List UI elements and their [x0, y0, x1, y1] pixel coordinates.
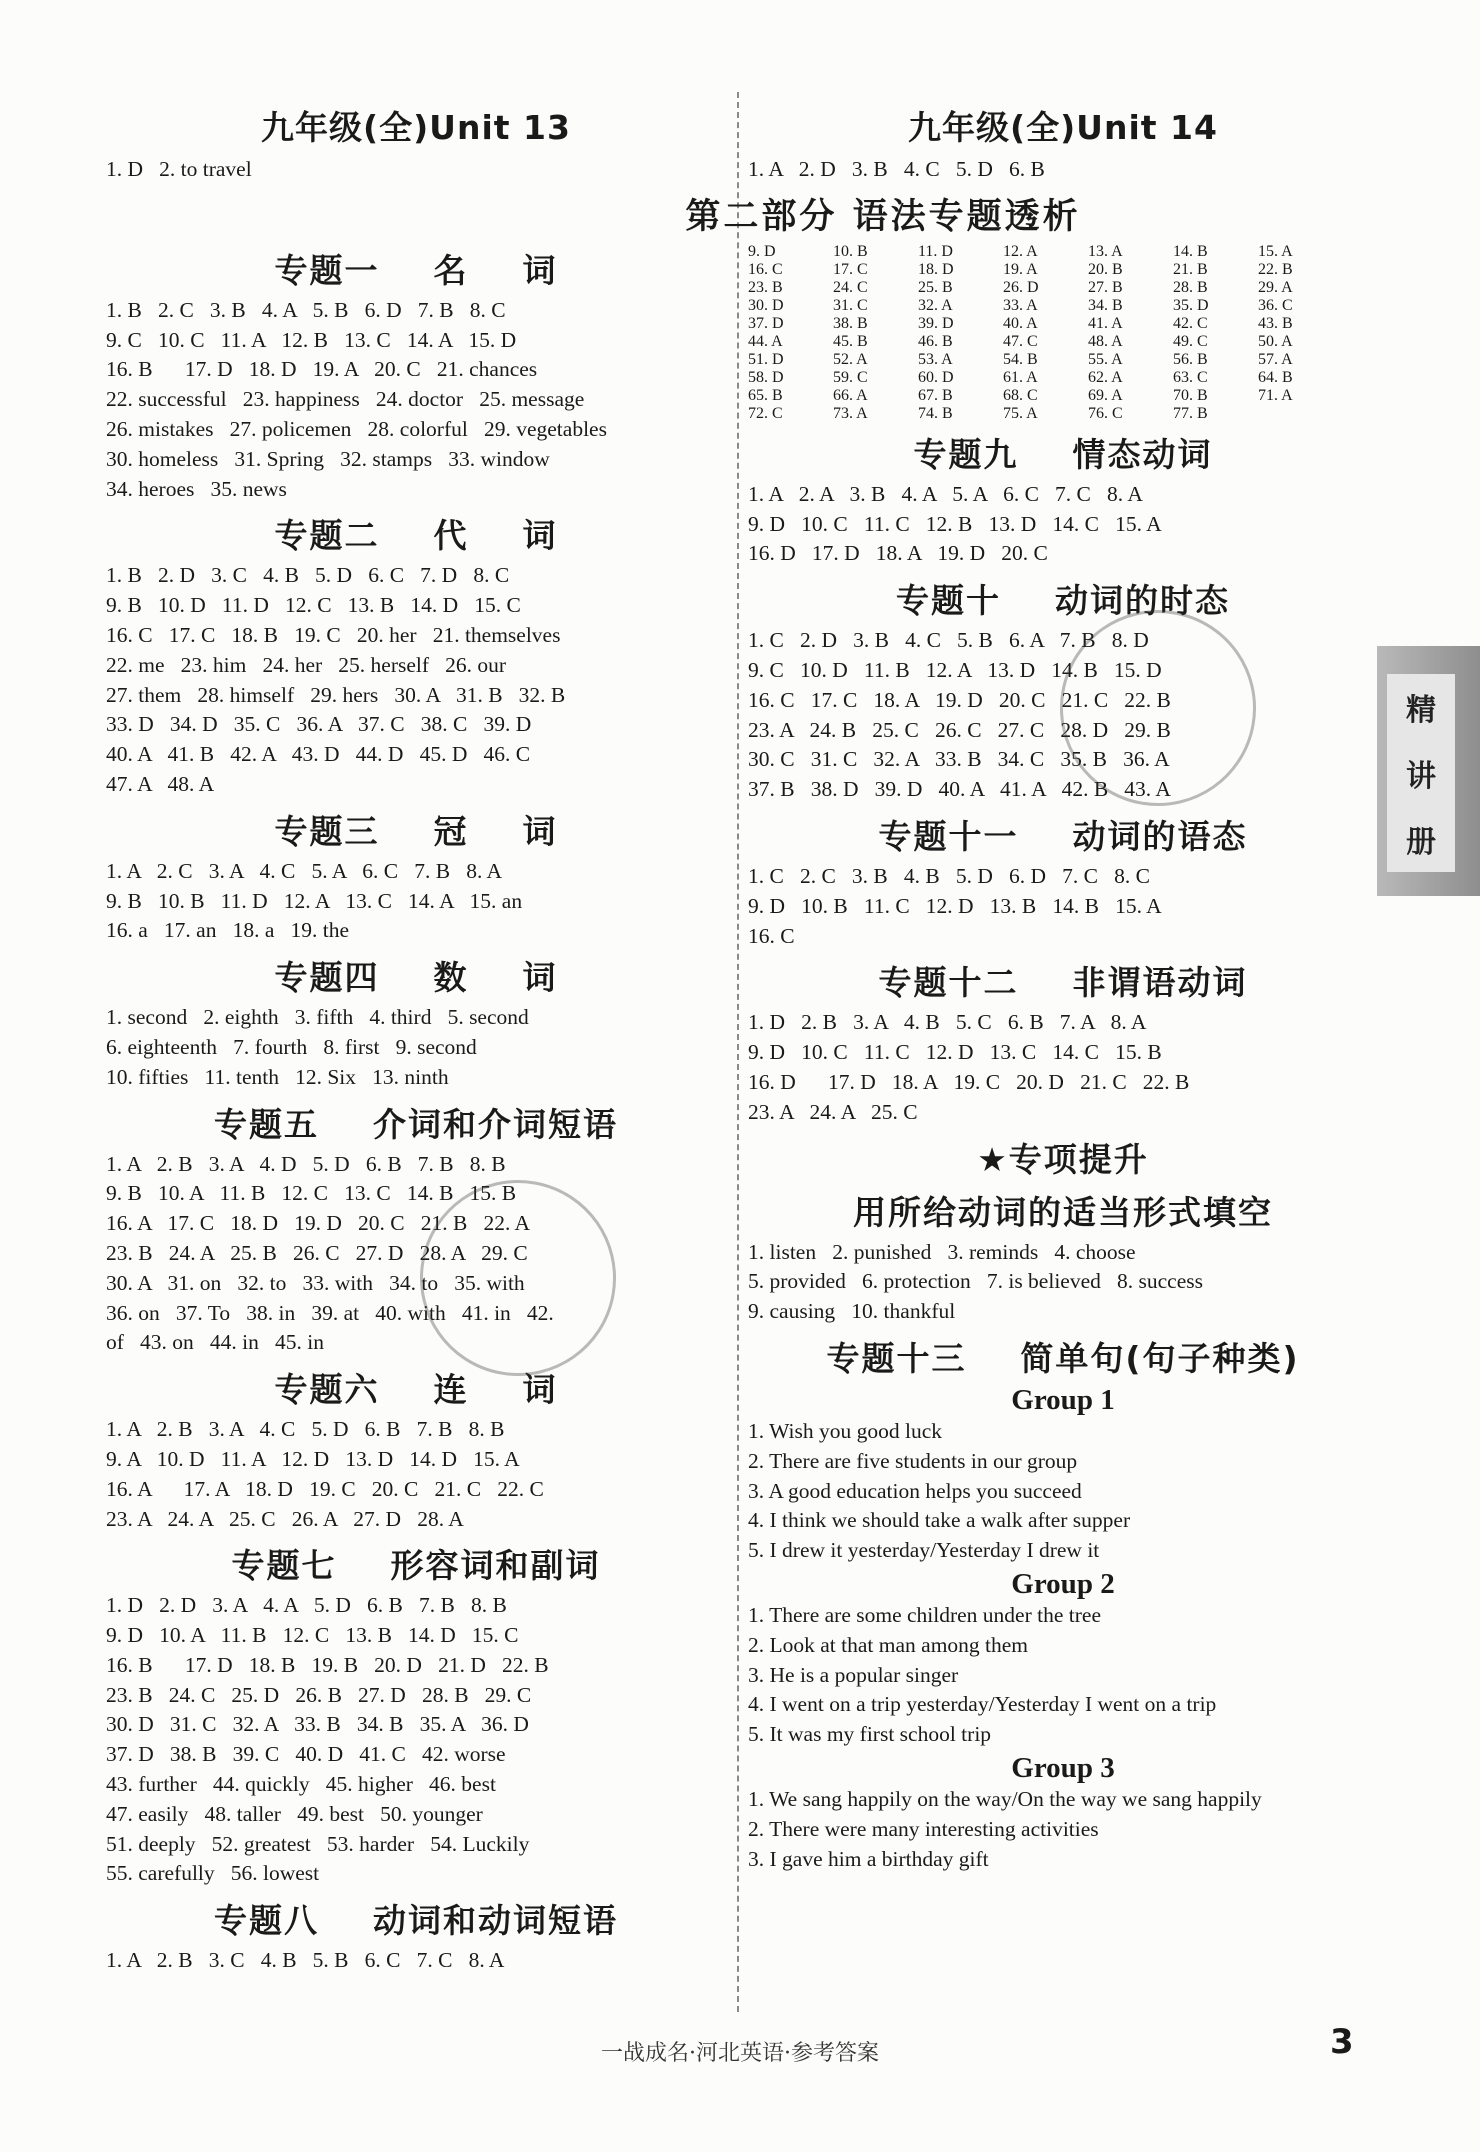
answer-line: 16. B 17. D 18. D 19. A 20. C 21. chances	[106, 357, 538, 382]
answer-cell: 10. B	[833, 242, 868, 260]
answer-row	[748, 351, 1378, 369]
side-tab	[1377, 646, 1480, 896]
answer-cell: 55. A	[1088, 350, 1123, 368]
answer-cell: 51. D	[748, 350, 784, 368]
answer-line: of 43. on 44. in 45. in	[106, 1330, 324, 1355]
topic8-continued-table	[748, 243, 1378, 423]
answer-line: 23. B 24. A 25. B 26. C 27. D 28. A 29. C	[106, 1240, 528, 1265]
footer: 一战成名·河北英语·参考答案	[601, 2041, 879, 2066]
side-tab-label	[1387, 674, 1455, 872]
unit13-answers: 1. D 2. to travel	[106, 157, 252, 181]
answer-cell: 69. A	[1088, 386, 1123, 404]
answer-cell: 37. D	[748, 314, 784, 332]
answer-cell: 28. B	[1173, 278, 1208, 296]
answer-line: 16. C 17. C 18. B 19. C 20. her 21. themselves	[106, 622, 561, 647]
answer-cell: 44. A	[748, 332, 783, 350]
answer-cell: 74. B	[918, 404, 953, 422]
answer-row	[748, 387, 1378, 405]
answer-line: 9. B 10. D 11. D 12. C 13. B 14. D 15. C	[106, 593, 521, 618]
answer-line: 9. D 10. C 11. C 12. B 13. D 14. C 15. A	[748, 511, 1162, 536]
answer-cell: 16. C	[748, 260, 783, 278]
answer-line: 23. A 24. A 25. C	[748, 1099, 918, 1124]
answer-cell: 15. A	[1258, 242, 1293, 260]
answer-row	[748, 243, 1378, 261]
answer-cell: 67. B	[918, 386, 953, 404]
side-tab-char: 精	[1406, 693, 1436, 728]
sentence-line: 2. Look at that man among them	[748, 1632, 1029, 1657]
answer-cell: 19. A	[1003, 260, 1038, 278]
answer-line: 30. A 31. on 32. to 33. with 34. to 35. with	[106, 1270, 525, 1295]
answer-cell: 23. B	[748, 278, 783, 296]
right-column	[685, 92, 1378, 1874]
topic6-title: 专题六 连 词	[274, 1370, 558, 1410]
special-subtitle: 用所给动词的适当形式填空	[853, 1192, 1273, 1232]
answer-cell: 22. B	[1258, 260, 1293, 278]
answer-line: 6. eighteenth 7. fourth 8. first 9. second	[106, 1034, 477, 1059]
topic9-answers	[748, 480, 1378, 569]
answer-cell: 65. B	[748, 386, 783, 404]
answer-line: 22. me 23. him 24. her 25. herself 26. our	[106, 652, 507, 677]
topic8-answers	[106, 1946, 726, 1976]
answer-line: 47. A 48. A	[106, 771, 215, 796]
sentence-line: 2. There are five students in our group	[748, 1448, 1078, 1473]
sentence-line: 2. There were many interesting activities	[748, 1816, 1099, 1841]
topic13-title: 专题十三 简单句(句子种类)	[826, 1338, 1300, 1378]
topic11-title: 专题十一 动词的语态	[878, 816, 1248, 856]
answer-line: 16. D 17. D 18. A 19. C 20. D 21. C 22. B	[748, 1069, 1190, 1094]
answer-cell: 52. A	[833, 350, 868, 368]
answer-row	[748, 297, 1378, 315]
answer-cell: 72. C	[748, 404, 783, 422]
topic12-title: 专题十二 非谓语动词	[878, 963, 1248, 1003]
sentence-line: 1. Wish you good luck	[748, 1418, 943, 1443]
topic1-answers	[106, 296, 726, 505]
answer-cell: 32. A	[918, 296, 953, 314]
answer-row	[748, 279, 1378, 297]
topic9-title: 专题九 情态动词	[913, 434, 1213, 474]
answer-line: 30. homeless 31. Spring 32. stamps 33. window	[106, 446, 550, 471]
answer-line: 30. C 31. C 32. A 33. B 34. C 35. B 36. A	[748, 747, 1170, 772]
topic12-answers	[748, 1008, 1378, 1127]
answer-cell: 66. A	[833, 386, 868, 404]
answer-cell: 35. D	[1173, 296, 1209, 314]
answer-line: 47. easily 48. taller 49. best 50. younger	[106, 1801, 483, 1826]
answer-cell: 48. A	[1088, 332, 1123, 350]
group1-title: Group 1	[1011, 1383, 1115, 1416]
answer-line: 1. A 2. A 3. B 4. A 5. A 6. C 7. C 8. A	[748, 481, 1143, 506]
answer-line: 9. B 10. B 11. D 12. A 13. C 14. A 15. an	[106, 888, 523, 913]
topic5-title: 专题五 介词和介词短语	[214, 1104, 618, 1144]
topic10-title: 专题十 动词的时态	[896, 581, 1230, 621]
answer-cell: 13. A	[1088, 242, 1123, 260]
answer-line: 23. A 24. A 25. C 26. A 27. D 28. A	[106, 1506, 464, 1531]
answer-row	[748, 333, 1378, 351]
answer-cell: 21. B	[1173, 260, 1208, 278]
answer-cell: 11. D	[918, 242, 953, 260]
answer-cell: 53. A	[918, 350, 953, 368]
answer-line: 1. A 2. B 3. A 4. C 5. D 6. B 7. B 8. B	[106, 1417, 505, 1442]
answer-cell: 58. D	[748, 368, 784, 386]
column-divider	[737, 92, 739, 2012]
answer-line: 27. them 28. himself 29. hers 30. A 31. B 32. B	[106, 682, 566, 707]
answer-cell: 9. D	[748, 242, 776, 260]
answer-cell: 31. C	[833, 296, 868, 314]
answer-cell: 63. C	[1173, 368, 1208, 386]
answer-line: 16. C	[748, 923, 795, 948]
answer-line: 1. C 2. C 3. B 4. B 5. D 6. D 7. C 8. C	[748, 863, 1150, 888]
answer-line: 9. D 10. B 11. C 12. D 13. B 14. B 15. A	[748, 893, 1162, 918]
topic6-answers	[106, 1415, 726, 1534]
topic3-answers	[106, 857, 726, 946]
answer-line: 9. C 10. C 11. A 12. B 13. C 14. A 15. D	[106, 327, 517, 352]
answer-line: 16. D 17. D 18. A 19. D 20. C	[748, 541, 1048, 566]
answer-line: 36. on 37. To 38. in 39. at 40. with 41. in 42.	[106, 1300, 554, 1325]
topic2-answers	[106, 561, 726, 799]
side-tab-char: 讲	[1406, 759, 1436, 794]
special-title: ★专项提升	[977, 1139, 1149, 1179]
answer-line: 37. D 38. B 39. C 40. D 41. C 42. worse	[106, 1742, 506, 1767]
answer-row	[748, 405, 1378, 423]
answer-line: 9. C 10. D 11. B 12. A 13. D 14. B 15. D	[748, 657, 1162, 682]
answer-line: 1. B 2. C 3. B 4. A 5. B 6. D 7. B 8. C	[106, 297, 506, 322]
answer-cell: 50. A	[1258, 332, 1293, 350]
answer-line: 16. B 17. D 18. B 19. B 20. D 21. D 22. B	[106, 1652, 549, 1677]
answer-cell: 20. B	[1088, 260, 1123, 278]
topic1-title: 专题一 名 词	[274, 250, 558, 290]
answer-line: 1. B 2. D 3. C 4. B 5. D 6. C 7. D 8. C	[106, 563, 510, 588]
sentence-line: 3. A good education helps you succeed	[748, 1478, 1082, 1503]
answer-line: 37. B 38. D 39. D 40. A 41. A 42. B 43. A	[748, 777, 1171, 802]
answer-line: 9. D 10. A 11. B 12. C 13. B 14. D 15. C	[106, 1623, 519, 1648]
answer-cell: 36. C	[1258, 296, 1293, 314]
sentence-line: 4. I went on a trip yesterday/Yesterday I went on a trip	[748, 1692, 1217, 1717]
answer-cell: 18. D	[918, 260, 954, 278]
answer-line: 26. mistakes 27. policemen 28. colorful 29. vegetables	[106, 416, 607, 441]
answer-cell: 26. D	[1003, 278, 1039, 296]
unit14-title: 九年级(全)Unit 14	[908, 108, 1218, 147]
topic4-title: 专题四 数 词	[274, 958, 558, 998]
side-tab-char: 册	[1406, 825, 1436, 860]
answer-line: 1. D 2. D 3. A 4. A 5. D 6. B 7. B 8. B	[106, 1593, 507, 1618]
group2-title: Group 2	[1011, 1567, 1115, 1600]
answer-line: 16. a 17. an 18. a 19. the	[106, 918, 350, 943]
answer-cell: 75. A	[1003, 404, 1038, 422]
unit13-title: 九年级(全)Unit 13	[261, 108, 571, 147]
sentence-line: 5. I drew it yesterday/Yesterday I drew it	[748, 1538, 1100, 1563]
topic7-answers	[106, 1591, 726, 1889]
answer-cell: 54. B	[1003, 350, 1038, 368]
answer-line: 9. D 10. C 11. C 12. D 13. C 14. C 15. B	[748, 1040, 1162, 1065]
answer-cell: 56. B	[1173, 350, 1208, 368]
answer-cell: 45. B	[833, 332, 868, 350]
answer-cell: 71. A	[1258, 386, 1293, 404]
answer-line: 55. carefully 56. lowest	[106, 1861, 320, 1886]
answer-cell: 38. B	[833, 314, 868, 332]
sentence-line: 1. We sang happily on the way/On the way we sang happily	[748, 1786, 1262, 1811]
answer-cell: 46. B	[918, 332, 953, 350]
answer-line: 33. D 34. D 35. C 36. A 37. C 38. C 39. D	[106, 712, 532, 737]
answer-line: 16. A 17. A 18. D 19. C 20. C 21. C 22. C	[106, 1476, 544, 1501]
answer-cell: 49. C	[1173, 332, 1208, 350]
sentence-line: 5. It was my first school trip	[748, 1722, 992, 1747]
answer-line: 40. A 41. B 42. A 43. D 44. D 45. D 46. C	[106, 742, 531, 767]
answer-line: 1. listen 2. punished 3. reminds 4. choose	[748, 1239, 1136, 1264]
answer-line: 1. A 2. C 3. A 4. C 5. A 6. C 7. B 8. A	[106, 858, 503, 883]
answer-cell: 61. A	[1003, 368, 1038, 386]
answer-cell: 68. C	[1003, 386, 1038, 404]
answer-cell: 64. B	[1258, 368, 1293, 386]
answer-row	[748, 369, 1378, 387]
answer-cell: 73. A	[833, 404, 868, 422]
page-number: 3	[1330, 2022, 1354, 2062]
topic4-answers	[106, 1003, 726, 1092]
answer-cell: 62. A	[1088, 368, 1123, 386]
answer-cell: 34. B	[1088, 296, 1123, 314]
topic8-title: 专题八 动词和动词短语	[214, 1901, 618, 1941]
topic2-title: 专题二 代 词	[274, 516, 558, 556]
answer-cell: 76. C	[1088, 404, 1123, 422]
answer-cell: 17. C	[833, 260, 868, 278]
answer-cell: 42. C	[1173, 314, 1208, 332]
answer-cell: 39. D	[918, 314, 954, 332]
answer-cell: 47. C	[1003, 332, 1038, 350]
left-column	[106, 92, 726, 1976]
answer-cell: 59. C	[833, 368, 868, 386]
answer-line: 23. A 24. B 25. C 26. C 27. C 28. D 29. B	[748, 717, 1171, 742]
answer-line: 9. B 10. A 11. B 12. C 13. C 14. B 15. B	[106, 1181, 517, 1206]
sentence-line: 1. There are some children under the tree	[748, 1602, 1101, 1627]
unit14-answers: 1. A 2. D 3. B 4. C 5. D 6. B	[748, 157, 1045, 181]
answer-cell: 41. A	[1088, 314, 1123, 332]
answer-line: 1. A 2. B 3. A 4. D 5. D 6. B 7. B 8. B	[106, 1151, 506, 1176]
answer-line: 1. D 2. B 3. A 4. B 5. C 6. B 7. A 8. A	[748, 1010, 1147, 1035]
answer-cell: 30. D	[748, 296, 784, 314]
answer-cell: 29. A	[1258, 278, 1293, 296]
answer-cell: 60. D	[918, 368, 954, 386]
answer-cell: 25. B	[918, 278, 953, 296]
sentence-line: 3. I gave him a birthday gift	[748, 1846, 989, 1871]
answer-cell: 12. A	[1003, 242, 1038, 260]
topic5-answers	[106, 1150, 726, 1359]
answer-cell: 14. B	[1173, 242, 1208, 260]
sentence-line: 4. I think we should take a walk after supper	[748, 1508, 1131, 1533]
answer-cell: 40. A	[1003, 314, 1038, 332]
sentence-line: 3. He is a popular singer	[748, 1662, 959, 1687]
topic11-answers	[748, 862, 1378, 951]
answer-line: 10. fifties 11. tenth 12. Six 13. ninth	[106, 1064, 449, 1089]
answer-line: 16. C 17. C 18. A 19. D 20. C 21. C 22. B	[748, 687, 1171, 712]
answer-line: 16. A 17. C 18. D 19. D 20. C 21. B 22. A	[106, 1211, 531, 1236]
answer-line: 9. causing 10. thankful	[748, 1299, 956, 1324]
answer-cell: 24. C	[833, 278, 868, 296]
part2-title: 第二部分 语法专题透析	[685, 196, 1081, 237]
answer-cell: 43. B	[1258, 314, 1293, 332]
answer-row	[748, 261, 1378, 279]
answer-line: 5. provided 6. protection 7. is believed 8. success	[748, 1269, 1203, 1294]
answer-line: 1. A 2. B 3. C 4. B 5. B 6. C 7. C 8. A	[106, 1948, 505, 1973]
answer-cell: 70. B	[1173, 386, 1208, 404]
answer-line: 43. further 44. quickly 45. higher 46. best	[106, 1772, 496, 1797]
answer-cell: 77. B	[1173, 404, 1208, 422]
topic7-title: 专题七 形容词和副词	[231, 1546, 601, 1586]
answer-cell: 33. A	[1003, 296, 1038, 314]
answer-row	[748, 315, 1378, 333]
answer-line: 51. deeply 52. greatest 53. harder 54. Luckily	[106, 1831, 530, 1856]
answer-line: 1. second 2. eighth 3. fifth 4. third 5. second	[106, 1005, 529, 1030]
answer-line: 23. B 24. C 25. D 26. B 27. D 28. B 29. C	[106, 1682, 532, 1707]
answer-cell: 27. B	[1088, 278, 1123, 296]
answer-line: 30. D 31. C 32. A 33. B 34. B 35. A 36. D	[106, 1712, 529, 1737]
answer-line: 22. successful 23. happiness 24. doctor 25. message	[106, 387, 585, 412]
answer-cell: 57. A	[1258, 350, 1293, 368]
topic3-title: 专题三 冠 词	[274, 811, 558, 851]
group3-title: Group 3	[1011, 1751, 1115, 1784]
answer-line: 9. A 10. D 11. A 12. D 13. D 14. D 15. A	[106, 1446, 520, 1471]
special-answers	[748, 1238, 1378, 1327]
answer-line: 34. heroes 35. news	[106, 476, 287, 501]
answer-line: 1. C 2. D 3. B 4. C 5. B 6. A 7. B 8. D	[748, 628, 1149, 653]
